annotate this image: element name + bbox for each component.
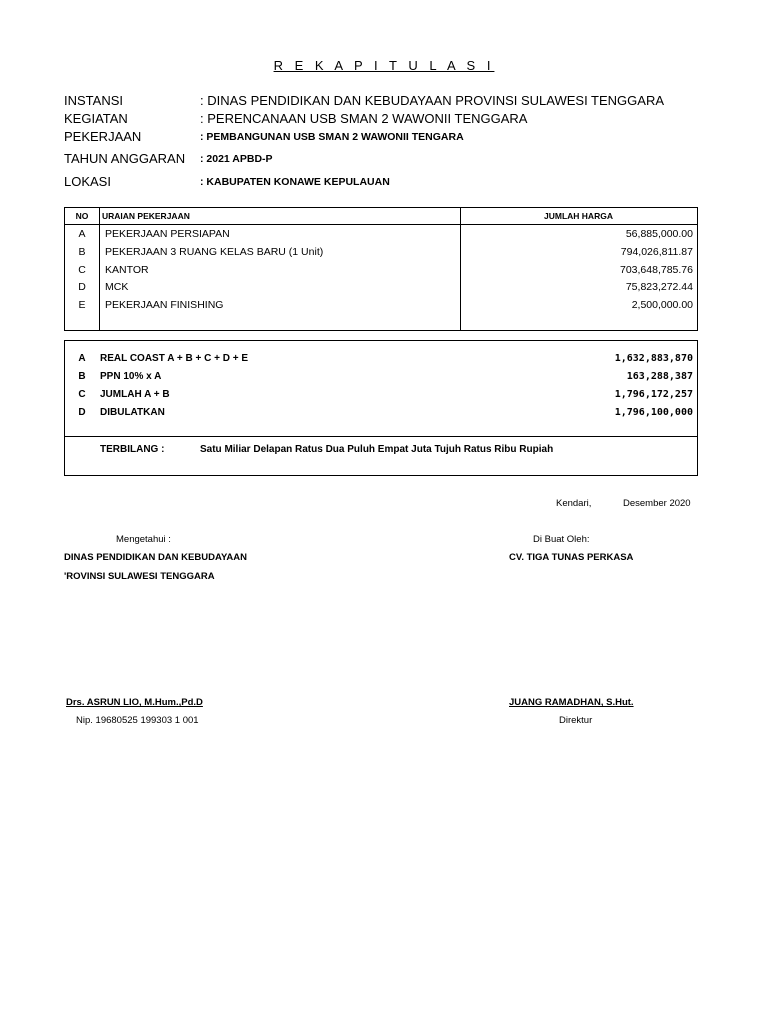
label-instansi: INSTANSI bbox=[64, 93, 123, 108]
row-no: B bbox=[78, 246, 86, 258]
summary-table bbox=[64, 340, 698, 476]
cost-table bbox=[64, 207, 698, 331]
terbilang-label: TERBILANG : bbox=[100, 444, 165, 455]
row-uraian: PEKERJAAN FINISHING bbox=[105, 299, 224, 311]
left-sign-org-line2: 'ROVINSI SULAWESI TENGGARA bbox=[64, 571, 215, 582]
summary-no: D bbox=[78, 407, 86, 418]
row-jumlah: 703,648,785.76 bbox=[620, 264, 693, 276]
date: Desember 2020 bbox=[623, 498, 691, 509]
row-no: E bbox=[78, 299, 86, 311]
label-tahun-anggaran: TAHUN ANGGARAN bbox=[64, 151, 186, 166]
summary-label: JUMLAH A + B bbox=[100, 389, 170, 400]
left-sign-nip: Nip. 19680525 199303 1 001 bbox=[76, 715, 199, 726]
value-pekerjaan: : PEMBANGUNAN USB SMAN 2 WAWONII TENGARA bbox=[200, 131, 464, 143]
right-sign-caption: Di Buat Oleh: bbox=[533, 534, 590, 545]
row-jumlah: 2,500,000.00 bbox=[631, 299, 693, 311]
label-kegiatan: KEGIATAN bbox=[64, 111, 128, 126]
column-divider bbox=[460, 208, 461, 330]
row-uraian: KANTOR bbox=[105, 264, 149, 276]
row-no: C bbox=[78, 264, 86, 276]
summary-value: 1,796,172,257 bbox=[614, 389, 693, 400]
summary-divider bbox=[65, 436, 697, 437]
value-instansi: : DINAS PENDIDIKAN DAN KEBUDAYAAN PROVINSI SULAWESI TENGGARA bbox=[200, 93, 665, 108]
summary-label: DIBULATKAN bbox=[100, 407, 165, 418]
summary-label: PPN 10% x A bbox=[100, 371, 162, 382]
header-divider bbox=[65, 224, 697, 225]
right-sign-position: Direktur bbox=[559, 715, 593, 726]
row-no: A bbox=[78, 228, 86, 240]
summary-value: 163,288,387 bbox=[626, 371, 693, 382]
column-divider bbox=[99, 208, 100, 330]
row-jumlah: 75,823,272.44 bbox=[625, 281, 693, 293]
summary-label: REAL COAST A + B + C + D + E bbox=[100, 353, 248, 364]
row-uraian: PEKERJAAN 3 RUANG KELAS BARU (1 Unit) bbox=[105, 246, 324, 258]
header-jumlah: JUMLAH HARGA bbox=[544, 211, 613, 221]
label-pekerjaan: PEKERJAAN bbox=[64, 129, 142, 144]
summary-value: 1,632,883,870 bbox=[614, 353, 693, 364]
right-sign-org: CV. TIGA TUNAS PERKASA bbox=[509, 552, 634, 563]
value-kegiatan: : PERENCANAAN USB SMAN 2 WAWONII TENGGARA bbox=[200, 111, 528, 126]
right-sign-name: JUANG RAMADHAN, S.Hut. bbox=[509, 697, 634, 708]
row-jumlah: 56,885,000.00 bbox=[625, 228, 693, 240]
document-title: R E K A P I T U L A S I bbox=[273, 58, 495, 73]
row-uraian: PEKERJAAN PERSIAPAN bbox=[105, 228, 230, 240]
summary-value: 1,796,100,000 bbox=[614, 407, 693, 418]
value-tahun-anggaran: : 2021 APBD-P bbox=[200, 153, 273, 165]
value-lokasi: : KABUPATEN KONAWE KEPULAUAN bbox=[200, 176, 390, 188]
left-sign-name: Drs. ASRUN LIO, M.Hum.,Pd.D bbox=[66, 697, 203, 708]
left-sign-caption: Mengetahui : bbox=[116, 534, 171, 545]
summary-no: B bbox=[78, 371, 86, 382]
row-no: D bbox=[78, 281, 86, 293]
label-lokasi: LOKASI bbox=[64, 174, 111, 189]
left-sign-org-line1: DINAS PENDIDIKAN DAN KEBUDAYAAN bbox=[64, 552, 247, 563]
header-no: NO bbox=[75, 211, 89, 221]
terbilang-text: Satu Miliar Delapan Ratus Dua Puluh Empat Juta Tujuh Ratus Ribu Rupiah bbox=[200, 444, 554, 455]
row-uraian: MCK bbox=[105, 281, 129, 293]
place: Kendari, bbox=[556, 498, 592, 509]
header-uraian: URAIAN PEKERJAAN bbox=[102, 211, 190, 221]
summary-no: C bbox=[78, 389, 86, 400]
row-jumlah: 794,026,811.87 bbox=[620, 246, 693, 258]
summary-no: A bbox=[78, 353, 86, 364]
